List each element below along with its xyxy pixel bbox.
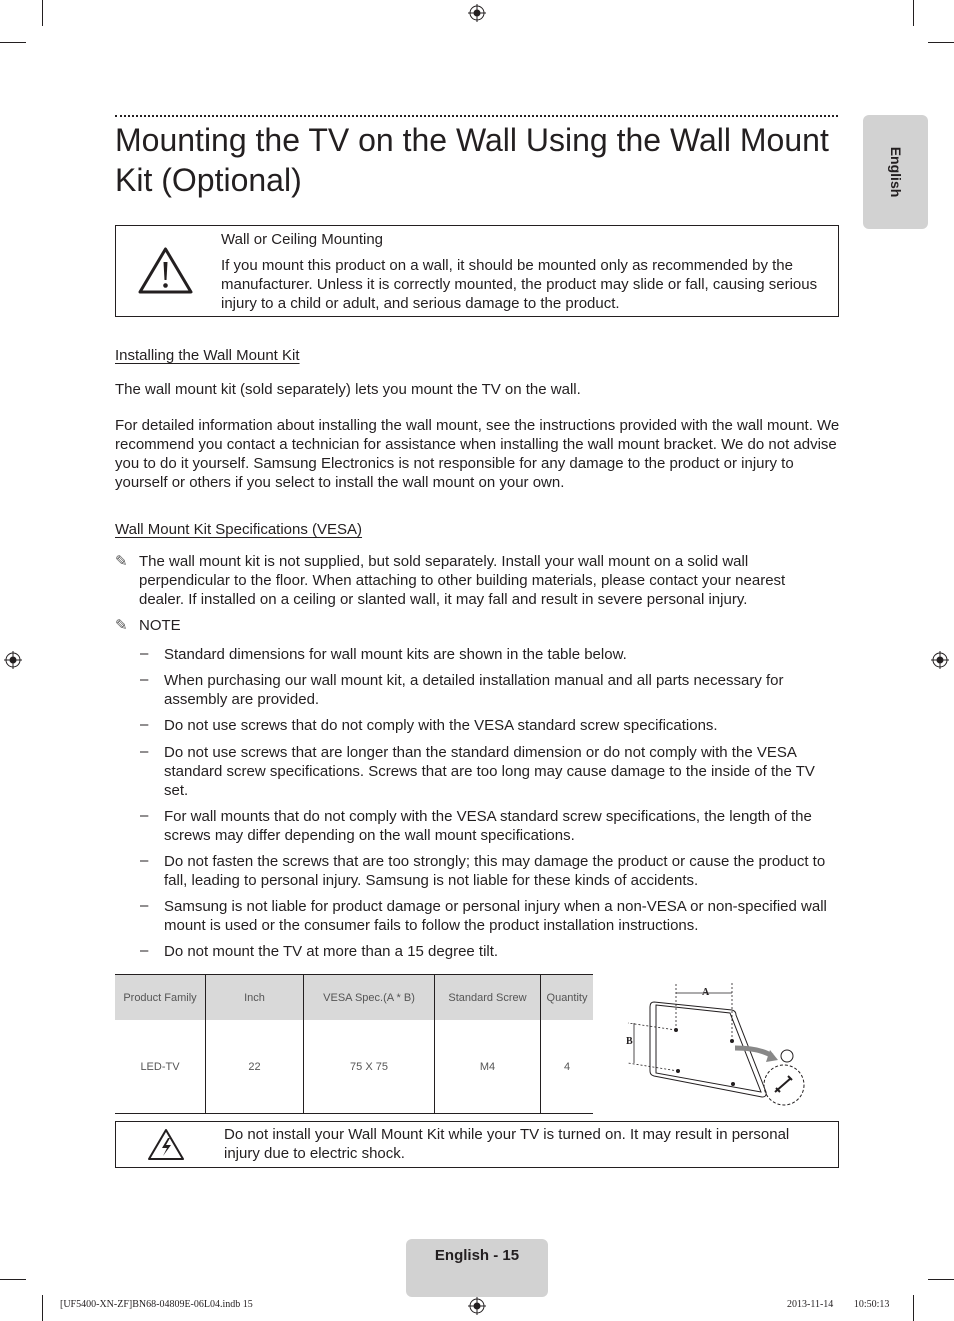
bullet-dash: –: [140, 743, 149, 760]
table-header-cell: Inch: [206, 975, 304, 1021]
table-header-cell: Quantity: [541, 975, 594, 1021]
note-label: NOTE: [139, 617, 181, 634]
page-number-tab: [406, 1239, 548, 1297]
section-heading-specifications: Wall Mount Kit Specifications (VESA): [115, 521, 363, 538]
list-item: Do not use screws that are longer than the standard dimension or do not comply with the VESA standard screw specifications. Screws that are too long may cause damage to the inside of the TV set.: [164, 744, 815, 799]
section-heading-installing: Installing the Wall Mount Kit: [115, 347, 300, 364]
paragraph: For detailed information about installing the wall mount, see the instructions provided with the wall mount. We recommend you contact a technician for assistance when installing the wall mount bracket. We do not advise you to do it yourself. Samsung Electronics is not responsible for any damage to the product or injury to yourself or others if you select to install the wall mount on your own.: [115, 417, 840, 491]
pencil-note-icon: ✎: [115, 553, 128, 570]
vesa-spec-table: [115, 974, 593, 1114]
caution-box: [115, 225, 839, 317]
crop-mark: [913, 0, 914, 26]
shock-warning-box: [115, 1121, 839, 1168]
crop-mark: [928, 1279, 954, 1280]
list-item: For wall mounts that do not comply with the VESA standard screw specifications, the length of the screws may differ depending on the wall mount specifications.: [164, 808, 812, 844]
page-title: Mounting the TV on the Wall Using the Wall Mount Kit (Optional): [115, 122, 829, 198]
crop-mark: [928, 42, 954, 43]
list-item: Do not mount the TV at more than a 15 degree tilt.: [164, 943, 499, 960]
list-item: Samsung is not liable for product damage or personal injury when a non-VESA or non-specified wall mount is used or the consumer fails to follow the product installation instructions.: [164, 898, 827, 934]
print-timestamp: 2013-11-14 ￿￿ 10:50:13: [787, 1299, 890, 1310]
table-header-cell: VESA Spec.(A * B): [304, 975, 435, 1021]
dimension-label-b: B: [626, 1036, 633, 1047]
list-item: Do not use screws that do not comply with the VESA standard screw specifications.: [164, 717, 718, 734]
pencil-note-icon: ✎: [115, 617, 128, 634]
dimension-label-a: A: [702, 987, 710, 998]
crop-mark: [0, 42, 26, 43]
paragraph: The wall mount kit (sold separately) lets you mount the TV on the wall.: [115, 381, 581, 398]
caution-text: If you mount this product on a wall, it should be mounted only as recommended by the manufacturer. Unless it is correctly mounted, the product may slide or fall, causing serious injury to a child or adult, and serious damage to the product.: [221, 257, 818, 312]
registration-mark-icon: [4, 651, 22, 669]
list-item: Do not fasten the screws that are too strongly; this may damage the product or cause the product to fall, leading to personal injury. Samsung is not liable for these kinds of accidents.: [164, 853, 826, 889]
print-file-info: [UF5400-XN-ZF]BN68-04809E-06L04.indb 15: [60, 1299, 253, 1310]
table-header-cell: Standard Screw: [435, 975, 541, 1021]
table-header-row: [115, 975, 593, 1021]
note-text: The wall mount kit is not supplied, but sold separately. Install your wall mount on a solid wall perpendicular to the floor. When attaching to other building materials, please contact your nearest dealer. If installed on a ceiling or slanted wall, it may fall and result in severe personal injury.: [139, 553, 786, 608]
language-tab: [863, 115, 928, 229]
caution-heading: Wall or Ceiling Mounting: [221, 231, 384, 248]
bullet-dash: –: [140, 852, 149, 869]
wall-mount-diagram: [620, 978, 820, 1118]
crop-mark: [913, 1295, 914, 1321]
bullet-dash: –: [140, 807, 149, 824]
language-tab-label: English: [887, 146, 904, 198]
table-row: [115, 1020, 593, 1114]
dimension-lines: [628, 983, 732, 1071]
arrow-icon: [735, 1048, 772, 1056]
bullet-dash: –: [140, 716, 149, 733]
electric-shock-warning-icon: [147, 1128, 185, 1161]
table-cell: 22: [206, 1020, 304, 1114]
shock-warning-text: Do not install your Wall Mount Kit while your TV is turned on. It may result in personal injury due to electric shock.: [224, 1126, 790, 1162]
list-item: Standard dimensions for wall mount kits are shown in the table below.: [164, 646, 627, 663]
bullet-dash: –: [140, 942, 149, 959]
screw-holes: [674, 1028, 735, 1086]
crop-mark: [42, 0, 43, 26]
registration-mark-icon: [468, 1297, 486, 1315]
bullet-dash: –: [140, 671, 149, 688]
screw-cap-icon: [781, 1050, 793, 1062]
crop-mark: [42, 1295, 43, 1321]
registration-mark-icon: [468, 4, 486, 22]
table-cell: 4: [541, 1020, 594, 1114]
registration-mark-icon: [931, 651, 949, 669]
page-number: English - 15: [434, 1247, 520, 1264]
bullet-dash: –: [140, 897, 149, 914]
dimension-arrows: [634, 993, 732, 1063]
title-divider: [115, 115, 838, 117]
crop-mark: [0, 1279, 26, 1280]
warning-triangle-icon: [137, 246, 194, 296]
table-cell: 75 X 75: [304, 1020, 435, 1114]
table-cell: M4: [435, 1020, 541, 1114]
table-header-cell: Product Family: [115, 975, 206, 1021]
bullet-dash: –: [140, 645, 149, 662]
list-item: When purchasing our wall mount kit, a detailed installation manual and all parts necessary for assembly are provided.: [164, 672, 784, 708]
table-cell: LED-TV: [115, 1020, 206, 1114]
